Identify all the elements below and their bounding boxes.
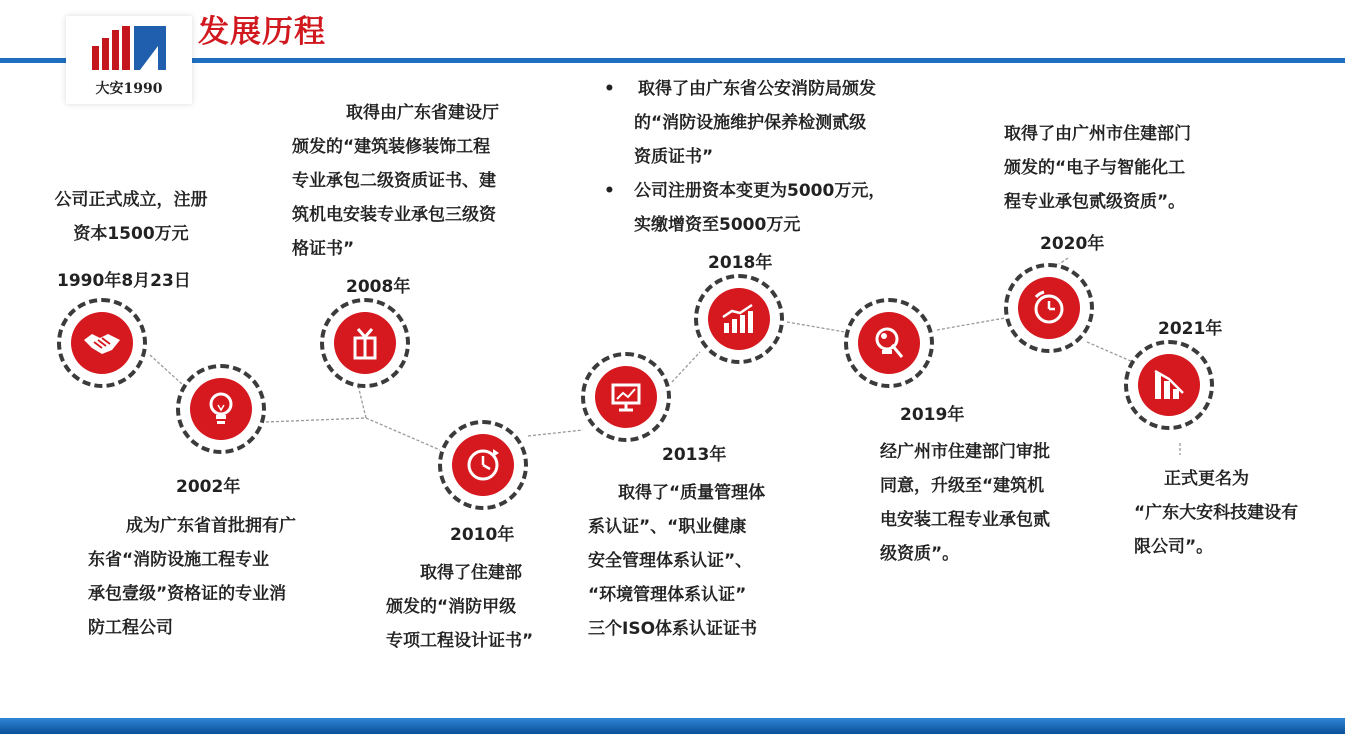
handshake-icon [82, 328, 122, 358]
milestone-2018-text [604, 72, 924, 242]
milestone-2010-year: 2010年 [450, 525, 515, 545]
text-line: 专业承包二级资质证书、建 [292, 171, 496, 191]
text-line: 颁发的“建筑装修装饰工程 [292, 137, 491, 157]
text-line: 电安装工程专业承包贰 [880, 510, 1050, 530]
text-line: 格证书” [292, 239, 355, 259]
text-line: 三个ISO体系认证证书 [588, 619, 758, 639]
text-line: 级资质”。 [880, 544, 960, 564]
milestone-2018-year: 2018年 [708, 253, 773, 273]
text-line: 专项工程设计证书” [386, 631, 534, 651]
milestone-2013-year: 2013年 [662, 445, 727, 465]
logo-text: 大安1990 [95, 81, 163, 97]
milestone-2008-node [320, 298, 410, 388]
idea-icon [872, 325, 906, 361]
gift-icon [350, 326, 380, 360]
text-line: 安全管理体系认证”、 [588, 551, 753, 571]
milestone-2021-year: 2021年 [1158, 319, 1223, 339]
milestone-2008-text [292, 96, 532, 266]
milestone-2002-year: 2002年 [176, 477, 241, 497]
milestone-2013-text [588, 476, 808, 646]
text-line: 经广州市住建部门审批 [880, 442, 1050, 462]
presentation-chart-icon [609, 380, 643, 414]
stopwatch-icon [1030, 289, 1068, 327]
text-line [604, 174, 924, 208]
growth-chart-icon [720, 303, 758, 335]
text-line: 东省“消防设施工程专业 [88, 550, 270, 570]
text-line: 承包壹级”资格证的专业消 [88, 584, 287, 604]
bullet: • [604, 79, 615, 99]
text-line: 正式更名为 [1164, 469, 1249, 489]
text-line: 同意，升级至“建筑机 [880, 476, 1045, 496]
milestone-2002-node [176, 364, 266, 454]
milestone-2020-node [1004, 263, 1094, 353]
bullet-text: 取得了由广东省公安消防局颁发 [638, 79, 876, 99]
page-title: 发展历程 [198, 14, 326, 50]
milestone-2008-year: 2008年 [346, 277, 411, 297]
milestone-2002-text [88, 509, 328, 645]
milestone-2019-year: 2019年 [900, 405, 965, 425]
clock-icon [463, 445, 503, 485]
milestone-1990-date: 1990年8月23日 [57, 271, 191, 291]
text-line: 的“消防设施维护保养检测贰级 [634, 113, 867, 133]
milestone-1990-text [46, 183, 216, 251]
milestone-1990-node [57, 298, 147, 388]
text-line: 资质证书” [634, 147, 714, 167]
text-line: 取得了由广州市住建部门 [1004, 124, 1191, 144]
milestone-2019-node [844, 298, 934, 388]
milestone-2013-node [581, 352, 671, 442]
text-line: 颁发的“电子与智能化工 [1004, 158, 1186, 178]
text-line: “环境管理体系认证” [588, 585, 747, 605]
text-line: 系认证”、“职业健康 [588, 517, 747, 537]
milestone-2019-text [880, 435, 1100, 571]
milestone-2018-node [694, 274, 784, 364]
text-line [604, 72, 924, 106]
text-line: 取得了住建部 [420, 563, 522, 583]
milestone-2021-node [1124, 340, 1214, 430]
lightbulb-icon [206, 391, 236, 427]
text-line: 防工程公司 [88, 618, 173, 638]
bullet: • [604, 181, 615, 201]
text-line: “广东大安科技建设有 [1134, 503, 1299, 523]
text-line: 筑机电安装专业承包三级资 [292, 205, 496, 225]
text-line: 实缴增资至5000万元 [634, 215, 801, 235]
text-line: 程专业承包贰级资质”。 [1004, 192, 1186, 212]
milestone-2020-year: 2020年 [1040, 234, 1105, 254]
milestone-2010-text [386, 556, 586, 658]
text-line: 限公司”。 [1134, 537, 1214, 557]
bullet-text: 公司注册资本变更为5000万元， [634, 181, 886, 201]
text-line: 取得由广东省建设厅 [346, 103, 499, 123]
decline-chart-icon [1151, 367, 1187, 403]
text-line: 公司正式成立，注册 [54, 190, 208, 210]
footer-bar [0, 718, 1345, 734]
milestone-2010-node [438, 420, 528, 510]
milestone-2021-text [1134, 462, 1344, 564]
milestone-2020-text [1004, 117, 1244, 219]
text-line: 资本1500万元 [73, 224, 189, 244]
text-line: 取得了“质量管理体 [618, 483, 766, 503]
text-line: 颁发的“消防甲级 [386, 597, 517, 617]
text-line: 成为广东省首批拥有广 [126, 516, 296, 536]
